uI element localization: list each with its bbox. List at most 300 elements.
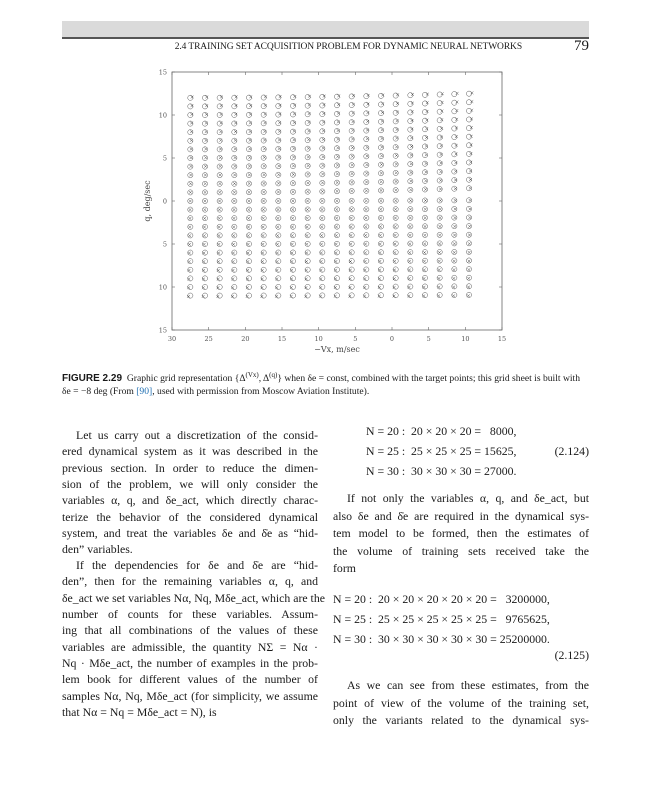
target-point-cross (204, 191, 207, 194)
target-point-cross (321, 164, 324, 167)
grid-node-circle (364, 145, 369, 150)
target-point-cross (218, 191, 221, 194)
target-point-cross (219, 165, 222, 168)
target-point-cross (437, 286, 440, 289)
grid-node-circle (320, 241, 325, 246)
target-point-cross (233, 182, 236, 185)
equation-line: N = 25 : 25 × 25 × 25 × 25 × 25 = 9765625, (333, 612, 550, 626)
grid-node-circle (246, 155, 251, 160)
target-point-cross (320, 225, 323, 228)
target-point-cross (379, 217, 382, 220)
equation-line: N = 20 : 20 × 20 × 20 = 8000, (366, 424, 517, 438)
target-point-cross (366, 137, 369, 140)
grid-node-circle (320, 293, 325, 298)
target-point-cross (307, 182, 310, 185)
grid-node-circle (378, 241, 383, 246)
grid-node-circle (437, 169, 442, 174)
grid-node-circle (334, 293, 339, 298)
grid-node-circle (202, 147, 207, 152)
target-point-cross (410, 145, 413, 148)
target-point-cross (190, 156, 193, 159)
caption-text: Graphic grid representation {Δ (126, 373, 246, 385)
target-point-cross (453, 225, 456, 228)
grid-node-circle (320, 103, 325, 108)
body-text-line: system, and treat the variables δe and δ̇e as “hid- (62, 525, 318, 540)
grid-node-circle (290, 241, 295, 246)
target-point-cross (232, 252, 235, 255)
grid-node-circle (188, 241, 193, 246)
target-point-cross (393, 260, 396, 263)
target-point-cross (394, 208, 397, 211)
target-point-cross (277, 191, 280, 194)
grid-node-circle (232, 95, 237, 100)
target-point-cross (292, 156, 295, 159)
target-point-cross (219, 139, 222, 142)
grid-node-circle (276, 95, 281, 100)
grid-node-circle (320, 94, 325, 99)
target-point-cross (277, 208, 280, 211)
target-point-cross (218, 200, 221, 203)
target-point-cross (291, 226, 294, 229)
grid-node-circle (305, 293, 310, 298)
target-point-cross (190, 148, 193, 151)
target-point-cross (438, 251, 441, 254)
target-point-cross (395, 154, 398, 157)
body-text-line: only the variants related to the dynamical sys- (333, 713, 589, 727)
body-text-line: Let us carry out a discretization of the consid- (76, 428, 318, 442)
target-point-cross (425, 162, 428, 165)
target-point-cross (410, 162, 413, 165)
target-point-cross (351, 138, 354, 141)
grid-node-circle (334, 241, 339, 246)
grid-node-circle (364, 241, 369, 246)
target-point-cross (424, 188, 427, 191)
grid-node-circle (305, 103, 310, 108)
target-point-cross (394, 189, 397, 192)
body-text-line: If the dependencies for δe and δ̇e are “hid- (76, 558, 318, 572)
target-point-cross (305, 243, 308, 246)
grid-node-circle (305, 233, 310, 238)
target-point-cross (438, 268, 441, 271)
target-point-cross (291, 208, 294, 211)
target-point-cross (203, 208, 206, 211)
grid-node-circle (378, 284, 383, 289)
x-tick-label: 5 (426, 335, 431, 343)
target-point-cross (277, 217, 280, 220)
grid-node-circle (364, 94, 369, 99)
grid-node-circle (393, 93, 398, 98)
grid-node-circle (202, 104, 207, 109)
grid-node-circle (202, 233, 207, 238)
grid-node-circle (393, 250, 398, 255)
grid-node-circle (378, 153, 383, 158)
grid-node-circle (202, 95, 207, 100)
target-point-cross (336, 181, 339, 184)
grid-node-circle (437, 135, 442, 140)
grid-node-circle (452, 186, 457, 191)
grid-node-circle (232, 233, 237, 238)
target-point-cross (394, 199, 397, 202)
target-point-cross (306, 190, 309, 193)
y-tick-label: 15 (158, 326, 167, 335)
target-point-cross (204, 148, 207, 151)
grid-node-circle (261, 147, 266, 152)
target-point-cross (232, 234, 235, 237)
grid-node-circle (261, 233, 266, 238)
grid-node-circle (276, 233, 281, 238)
target-point-cross (217, 252, 220, 255)
target-point-cross (365, 217, 368, 220)
target-point-cross (467, 294, 470, 297)
grid-node-circle (217, 104, 222, 109)
target-point-cross (408, 251, 411, 254)
body-text-line: previous section. In order to reduce the dimen- (62, 460, 318, 475)
grid-node-circle (290, 284, 295, 289)
target-point-cross (365, 181, 368, 184)
target-point-cross (262, 226, 265, 229)
grid-node-circle (378, 102, 383, 107)
target-point-cross (454, 187, 457, 190)
target-point-cross (262, 208, 265, 211)
grid-node-circle (393, 162, 398, 167)
target-point-cross (188, 234, 191, 237)
grid-node-circle (217, 241, 222, 246)
target-point-cross (321, 208, 324, 211)
target-point-cross (218, 234, 221, 237)
target-point-cross (262, 234, 265, 237)
target-point-cross (468, 216, 471, 219)
grid-node-circle (452, 177, 457, 182)
figure-label: FIGURE 2.29 (62, 373, 123, 385)
target-point-cross (351, 129, 354, 132)
target-point-cross (322, 155, 325, 158)
grid-node-circle (217, 284, 222, 289)
equation-number: (2.124) (554, 444, 589, 458)
target-point-cross (322, 129, 325, 132)
grid-node-circle (408, 179, 413, 184)
target-point-cross (409, 199, 412, 202)
target-point-cross (335, 243, 338, 246)
target-point-cross (468, 234, 471, 237)
grid-node-circle (290, 293, 295, 298)
target-point-cross (263, 130, 266, 133)
body-text-line: point of view of the volume of the training set, (333, 695, 589, 710)
grid-node-circle (261, 293, 266, 298)
grid-node-circle (320, 154, 325, 159)
target-point-cross (453, 251, 456, 254)
target-point-cross (248, 200, 251, 203)
target-point-cross (468, 225, 471, 228)
target-point-cross (381, 128, 384, 131)
grid-node-circle (422, 118, 427, 123)
target-point-cross (337, 138, 340, 141)
x-tick-label: 10 (461, 335, 470, 343)
target-point-cross (188, 226, 191, 229)
equation-number: (2.125) (554, 648, 589, 662)
target-point-cross (232, 226, 235, 229)
target-point-cross (469, 208, 472, 211)
body-text-line: sion of the problem, we will only consider the (62, 476, 318, 491)
equation-line: N = 30 : 30 × 30 × 30 × 30 × 30 = 25200000. (333, 632, 550, 646)
target-point-cross (380, 180, 383, 183)
target-point-cross (410, 171, 413, 174)
target-point-cross (306, 226, 309, 229)
grid-node-circle (349, 233, 354, 238)
target-point-cross (350, 190, 353, 193)
target-point-cross (203, 243, 206, 246)
target-point-cross (365, 208, 368, 211)
target-point-cross (218, 217, 221, 220)
body-text-line: den”, then for the remaining variables α, q, and (62, 574, 318, 589)
target-point-cross (307, 164, 310, 167)
target-point-cross (292, 173, 295, 176)
target-point-cross (393, 251, 396, 254)
grid-node-circle (422, 187, 427, 192)
target-point-cross (468, 251, 471, 254)
target-point-cross (189, 200, 192, 203)
x-tick-label: 20 (241, 335, 250, 343)
target-point-cross (410, 180, 413, 183)
target-point-cross (306, 234, 309, 237)
target-point-cross (425, 153, 428, 156)
grid-node-circle (364, 293, 369, 298)
grid-node-circle (349, 154, 354, 159)
target-point-cross (205, 139, 208, 142)
x-tick-label: 5 (353, 335, 358, 343)
grid-node-circle (452, 249, 457, 254)
body-text-line: Nq · Mδe_act, the number of examples in the prob- (62, 656, 318, 671)
target-point-cross (247, 208, 250, 211)
target-point-cross (439, 188, 442, 191)
target-point-cross (438, 242, 441, 245)
grid-node-circle (305, 94, 310, 99)
target-point-cross (351, 146, 354, 149)
target-point-cross (453, 268, 456, 271)
target-point-cross (232, 260, 235, 263)
target-point-cross (189, 191, 192, 194)
grid-node-circle (261, 241, 266, 246)
target-point-cross (292, 190, 295, 193)
target-point-cross (307, 147, 310, 150)
target-point-cross (409, 217, 412, 220)
target-point-cross (203, 234, 206, 237)
target-point-cross (350, 199, 353, 202)
target-point-cross (335, 217, 338, 220)
target-point-cross (233, 217, 236, 220)
target-point-cross (349, 260, 352, 263)
target-point-cross (292, 164, 295, 167)
target-point-cross (277, 165, 280, 168)
target-point-cross (321, 190, 324, 193)
grid-node-circle (393, 102, 398, 107)
target-point-cross (278, 156, 281, 159)
running-title: 2.4 TRAINING SET ACQUISITION PROBLEM FOR DYNAMIC NEURAL NETWORKS (174, 42, 522, 52)
grid-node-circle (261, 95, 266, 100)
target-point-cross (439, 179, 442, 182)
grid-node-circle (276, 155, 281, 160)
target-point-cross (307, 130, 310, 133)
target-point-cross (469, 187, 472, 190)
target-point-cross (233, 200, 236, 203)
reference-link[interactable]: [90] (136, 385, 153, 397)
body-text-line: number of counts for these variables. Assum- (62, 607, 318, 622)
target-point-cross (409, 234, 412, 237)
target-point-cross (261, 243, 264, 246)
grid-node-circle (334, 146, 339, 151)
target-point-cross (380, 189, 383, 192)
x-tick-label: 0 (389, 335, 395, 343)
target-point-cross (189, 182, 192, 185)
target-point-cross (394, 234, 397, 237)
target-point-cross (305, 260, 308, 263)
grid-node-circle (466, 186, 471, 191)
target-point-cross (248, 165, 251, 168)
target-point-cross (335, 225, 338, 228)
target-point-cross (351, 155, 354, 158)
target-point-cross (438, 234, 441, 237)
target-point-cross (219, 156, 222, 159)
grid-node-circle (246, 95, 251, 100)
caption-text: , Δ (258, 373, 270, 385)
target-point-cross (439, 208, 442, 211)
body-text-line: samples Nα, Nq, Mδe_act (for simplicity, we assume (62, 688, 318, 703)
grid-node-circle (188, 284, 193, 289)
x-axis-label: −Vx, m/sec (314, 345, 360, 354)
y-tick-label: 10 (158, 283, 167, 292)
target-point-cross (292, 147, 295, 150)
grid-node-circle (408, 93, 413, 98)
body-text-line: terize the behavior of the considered dynamical (62, 509, 318, 524)
grid-node-circle (320, 284, 325, 289)
grid-node-circle (466, 198, 471, 203)
target-point-cross (306, 208, 309, 211)
grid-node-circle (188, 293, 193, 298)
equation-line: N = 25 : 25 × 25 × 25 = 15625, (366, 444, 517, 458)
target-point-cross (379, 234, 382, 237)
target-point-cross (307, 156, 310, 159)
target-point-cross (366, 146, 369, 149)
grid-node-circle (452, 198, 457, 203)
target-point-cross (322, 147, 325, 150)
target-point-cross (467, 277, 470, 280)
target-point-cross (469, 199, 472, 202)
target-point-cross (219, 148, 222, 151)
target-point-cross (380, 146, 383, 149)
grid-node-circle (466, 275, 471, 280)
target-point-cross (349, 243, 352, 246)
target-point-cross (189, 174, 192, 177)
grid-node-circle (349, 102, 354, 107)
grid-node-circle (202, 155, 207, 160)
grid-node-circle (349, 293, 354, 298)
grid-node-circle (466, 258, 471, 263)
grid-node-circle (349, 145, 354, 150)
target-point-cross (278, 139, 281, 142)
target-point-cross (395, 171, 398, 174)
target-point-cross (202, 260, 205, 263)
target-point-cross (291, 252, 294, 255)
target-point-cross (364, 234, 367, 237)
target-point-cross (218, 208, 221, 211)
grid-node-circle (232, 241, 237, 246)
target-point-cross (452, 286, 455, 289)
target-point-cross (394, 225, 397, 228)
grid-node-circle (276, 241, 281, 246)
grid-node-circle (408, 118, 413, 123)
target-point-cross (379, 243, 382, 246)
target-point-cross (278, 147, 281, 150)
figure-2-29-plot (0, 0, 647, 365)
target-point-cross (337, 129, 340, 132)
target-point-cross (321, 173, 324, 176)
grid-node-circle (202, 284, 207, 289)
grid-node-circle (217, 155, 222, 160)
grid-node-circle (408, 101, 413, 106)
target-point-cross (393, 269, 396, 272)
x-tick-label: 30 (167, 335, 177, 343)
grid-node-circle (334, 233, 339, 238)
target-point-cross (452, 294, 455, 297)
target-point-cross (365, 189, 368, 192)
target-point-cross (423, 277, 426, 280)
target-point-cross (233, 165, 236, 168)
target-point-cross (424, 179, 427, 182)
target-point-cross (395, 163, 398, 166)
grid-node-circle (349, 94, 354, 99)
target-point-cross (322, 138, 325, 141)
body-text-line: that Nα = Nq = Mδe_act = N), is (62, 705, 217, 720)
grid-node-circle (422, 161, 427, 166)
y-tick-label: 10 (158, 111, 167, 120)
target-point-cross (204, 174, 207, 177)
grid-node-circle (188, 233, 193, 238)
grid-node-circle (393, 170, 398, 175)
target-point-cross (320, 243, 323, 246)
target-point-cross (351, 181, 354, 184)
target-point-cross (350, 208, 353, 211)
target-point-cross (365, 172, 368, 175)
body-text-line: den” variables. (62, 542, 133, 557)
grid-node-circle (393, 284, 398, 289)
target-point-cross (350, 217, 353, 220)
grid-node-circle (246, 284, 251, 289)
target-point-cross (234, 148, 237, 151)
target-point-cross (320, 260, 323, 263)
target-point-cross (394, 217, 397, 220)
target-point-cross (276, 234, 279, 237)
grid-node-circle (452, 206, 457, 211)
target-point-cross (277, 173, 280, 176)
page-number: 79 (574, 38, 589, 54)
target-point-cross (261, 252, 264, 255)
grid-node-circle (408, 161, 413, 166)
grid-node-circle (246, 293, 251, 298)
target-point-cross (336, 146, 339, 149)
target-point-cross (247, 217, 250, 220)
grid-node-circle (217, 95, 222, 100)
grid-node-circle (246, 104, 251, 109)
grid-node-circle (466, 267, 471, 272)
target-point-cross (293, 138, 296, 141)
target-point-cross (292, 200, 295, 203)
target-point-cross (423, 286, 426, 289)
grid-node-circle (232, 284, 237, 289)
grid-node-circle (305, 284, 310, 289)
target-point-cross (335, 234, 338, 237)
target-point-cross (305, 252, 308, 255)
target-point-cross (248, 182, 251, 185)
target-point-cross (455, 144, 458, 147)
